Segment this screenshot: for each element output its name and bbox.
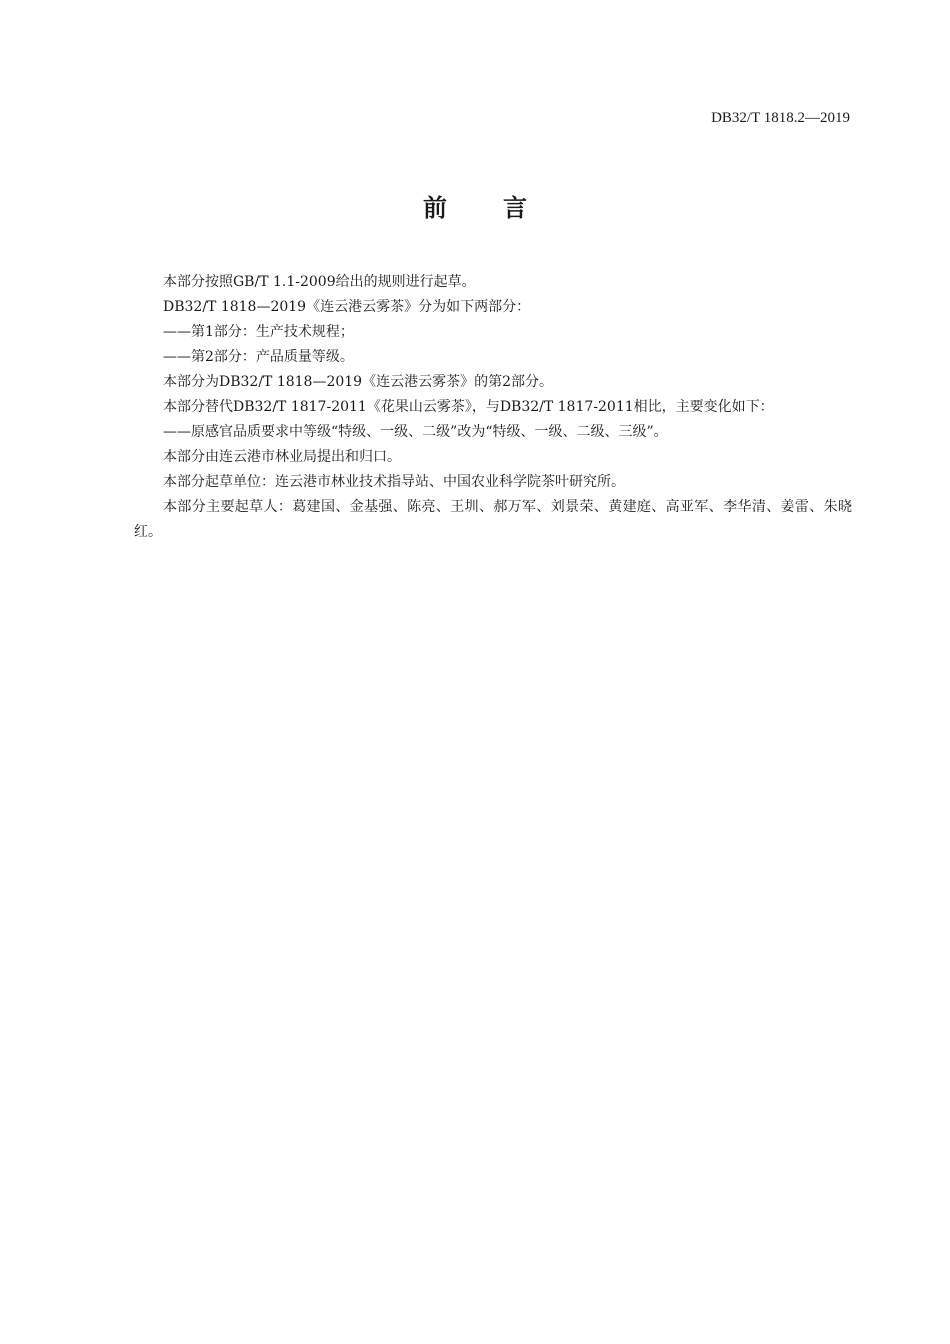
paragraph-proposer: 本部分由连云港市林业局提出和归口。: [163, 449, 401, 465]
foreword-body: [134, 270, 852, 545]
paragraph-parts-intro: DB32/T 1818—2019《连云港云雾茶》分为如下两部分：: [163, 299, 531, 315]
paragraph-change-item: ——原感官品质要求中等级“特级、一级、二级”改为“特级、一级、二级、三级”。: [163, 424, 668, 440]
paragraph-this-part: 本部分为DB32/T 1818—2019《连云港云雾茶》的第2部分。: [163, 374, 553, 390]
document-code: DB32/T 1818.2—2019: [711, 110, 850, 126]
page-title: 前言: [423, 194, 583, 222]
paragraph-drafting-units: 本部分起草单位：连云港市林业技术指导站、中国农业科学院茶叶研究所。: [163, 474, 625, 490]
paragraph-replaces: 本部分替代DB32/T 1817-2011《花果山云雾茶》，与DB32/T 1817-2011相比，主要变化如下：: [163, 399, 774, 415]
paragraph-drafting-rules: 本部分按照GB/T 1.1-2009给出的规则进行起草。: [163, 274, 476, 290]
paragraph-part-2: ——第2部分：产品质量等级。: [163, 349, 354, 365]
paragraph-drafters: 本部分主要起草人：葛建国、金基强、陈亮、王圳、郝万军、刘景荣、黄建庭、高亚军、李华清、姜雷、朱晓红。: [134, 499, 852, 540]
paragraph-part-1: ——第1部分：生产技术规程；: [163, 324, 354, 340]
